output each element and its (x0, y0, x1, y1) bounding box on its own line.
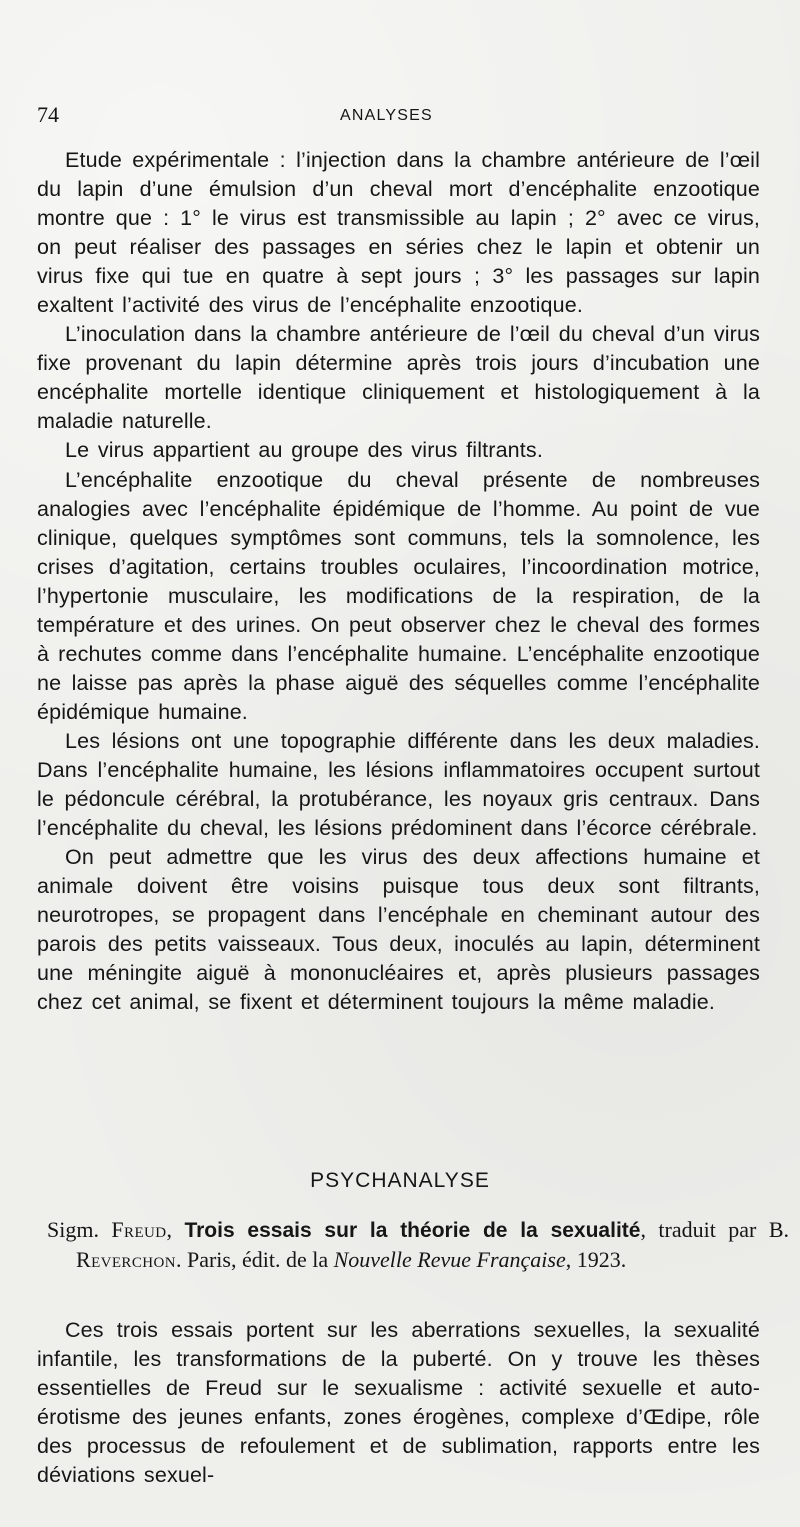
paragraph-conclusion: On peut admettre que les virus des deux affections humaine et animale doivent être voisins puisque tous deux sont filtrants, neurotropes, se propagent dans l’encéphale en cheminant autour des parois des petits vaisseaux. Tous deux, inoculés au lapin, déterminent une méningite aiguë à mononucléaires et, après plusieurs passages chez cet animal, se fixent et déterminent toujours la même maladie. (37, 845, 760, 1015)
page-number: 74 (37, 102, 59, 127)
translator-last-name: Reverchon (76, 1247, 176, 1272)
paragraph-review: Ces trois essais portent sur les aberrations sexuelles, la sexualité infantile, les transformations de la puberté. On y trouve les thèses essentielles de Freud sur le sexualisme : activité sexuelle et auto-érotisme des jeunes enfants, zones érogènes, complexe d’Œdipe, rôle des processus de refoulement et de sublimation, rapports entre les déviations sexuel- (37, 1318, 760, 1488)
work-title: Trois essais sur la théorie de la sexualité (184, 1219, 641, 1242)
paragraph-experimental-study: Etude expérimentale : l’injection dans la chambre antérieure de l’œil du lapin d’une émulsion d’un cheval mort d’encéphalite enzootique montre que : 1° le virus est transmissible au lapin ; 2° avec ce virus, on peut réaliser des passages en séries chez le lapin et obtenir un virus fixe qui tue en quatre à sept jours ; 3° les passages sur lapin exaltent l’activité des virus de l’encéphalite enzootique. (37, 148, 760, 318)
paragraph-lesions: Les lésions ont une topographie différente dans les deux maladies. Dans l’encéphalite humaine, les lésions inflammatoires occupent surtout le pédoncule cérébral, la protubérance, les noyaux gris centraux. Dans l’encéphalite du cheval, les lésions prédominent dans l’écorce cérébrale. (37, 728, 760, 841)
running-title: ANALYSES (340, 107, 433, 124)
paragraph-inoculation: L’inoculation dans la chambre antérieure de l’œil du cheval d’un virus fixe provenant du lapin détermine après trois jours d’incubation une encéphalite mortelle identique cliniquement et histologiquement à la maladie naturelle. (37, 322, 760, 434)
bibliographic-reference: Sigm. Freud, Trois essais sur la théorie de la sexualité, traduit par B. Reverchon. Paris, édit. de la Nouvelle Revue Française, 1923. (47, 1217, 790, 1272)
publication-year: 1923 (576, 1247, 621, 1272)
running-header (0, 100, 800, 130)
publisher-place: Paris, édit. de la (186, 1247, 329, 1272)
paragraph-virus-group: Le virus appartient au groupe des virus filtrants. (65, 438, 543, 463)
review-body (37, 1316, 760, 1490)
paragraph-analogies: L’encéphalite enzootique du cheval présente de nombreuses analogies avec l’encéphalite épidémique de l’homme. Au point de vue clinique, quelques symptômes sont communs, tels la somnolence, les crises d’agitation, certains troubles oculaires, l’incoordination motrice, l’hypertonie musculaire, les modifications de la respiration, de la température et des urines. On peut observer chez le cheval des formes à rechutes comme dans l’encéphalite humaine. L’encéphalite enzootique ne laisse pas après la phase aiguë des séquelles comme l’encéphalite épidémique humaine. (37, 467, 760, 724)
publisher-name: Nouvelle Revue Française (333, 1247, 566, 1272)
section-title: PSYCHANALYSE (310, 1169, 490, 1192)
translator-intro: traduit par B. (658, 1217, 790, 1242)
analysis-body (37, 146, 760, 1017)
author-last-name: Freud (111, 1217, 167, 1242)
author-first-name: Sigm. (47, 1217, 99, 1242)
